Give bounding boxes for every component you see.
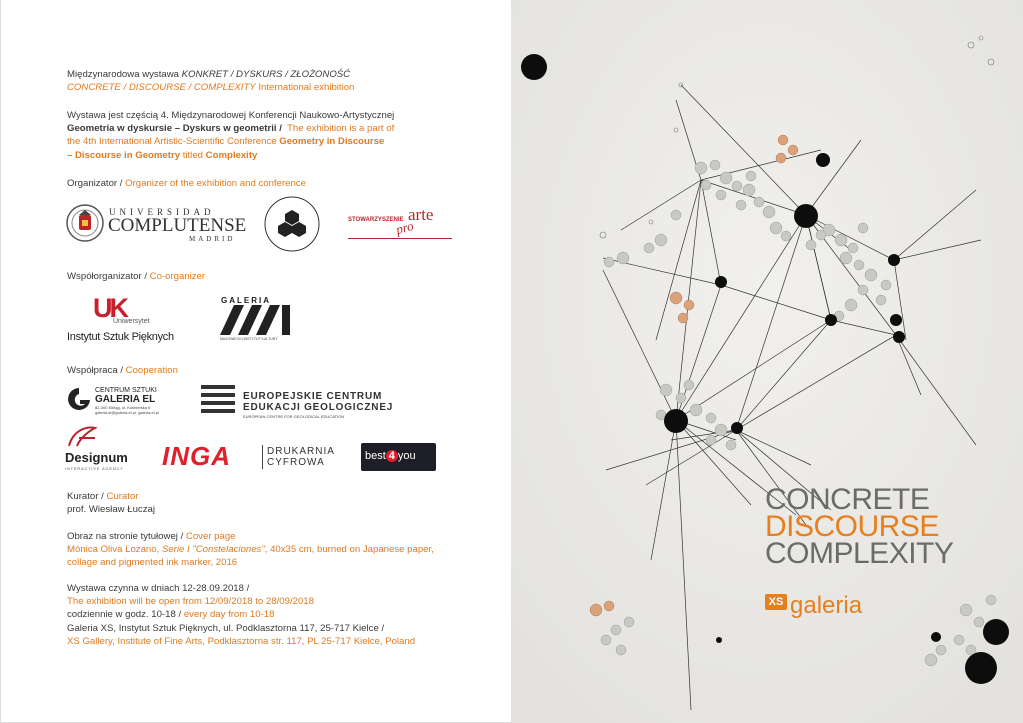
inga-logo: [162, 441, 335, 473]
inga-l1: DRUKARNIA: [267, 446, 335, 457]
conference-en-title1: Geometry in Discourse: [279, 136, 385, 148]
proarte-arte: arte: [408, 205, 434, 224]
cover-title-line1: CONCRETE: [765, 483, 930, 516]
organizer-label: Organizator / Organizer of the exhibition and conference: [67, 178, 306, 189]
conference-en2: the 4th International Artistic-Scientific Conference: [67, 136, 277, 148]
galeria-mik-mark-icon: [220, 305, 292, 335]
intro-block: [67, 68, 507, 94]
proarte-prefix: STOWARZYSZENIE: [348, 217, 404, 223]
ucm-logo: [65, 200, 245, 246]
curator-name: prof. Wiesław Łuczaj: [67, 504, 155, 516]
designum-logo: [65, 424, 145, 472]
curator-block: Kurator / Curator prof. Wiesław Łuczaj: [67, 490, 507, 516]
ucm-line3: MADRID: [189, 235, 236, 243]
conference-en-title3: Complexity: [205, 149, 258, 161]
designum-sub: INTERACTIVE AGENCY: [65, 466, 124, 471]
best4you-logo: [361, 443, 436, 471]
conference-en1: The exhibition is a part of: [287, 123, 395, 135]
galeria-mik-logo: [220, 296, 295, 346]
proarte-rule: [348, 238, 452, 239]
intro-en-title: CONCRETE / DISCOURSE / COMPLEXITY: [67, 82, 256, 94]
cooperation-label: Współpraca / Cooperation: [67, 365, 178, 376]
ujk-logo: [67, 293, 197, 345]
conference-en-title2: – Discourse in Geometry: [67, 149, 181, 161]
conference-block: [67, 109, 507, 162]
cover-title-line2: DISCOURSE: [765, 510, 939, 543]
galeria-mik-sub: MAZOWIECKI INSTYTUT KULTURY: [220, 337, 278, 341]
xs-galeria-word: galeria: [790, 592, 863, 619]
ecg-l2: EDUKACJI GEOLOGICZNEJ: [243, 402, 394, 413]
proarte-logo: [348, 205, 458, 241]
intro-en-suffix: International exhibition: [258, 82, 355, 94]
conference-pl: Wystawa jest częścią 4. Międzynarodowej Konferencji Naukowo-Artystycznej: [67, 110, 395, 121]
coorganizer-label: Współorganizator / Co-organizer: [67, 271, 206, 282]
ecg-l1: EUROPEJSKIE CENTRUM: [243, 391, 383, 402]
galeria-mik-title: GALERIA: [221, 296, 271, 305]
asp-logo: [263, 195, 321, 253]
designum-mark-icon: [65, 424, 101, 448]
ujk-inst: Instytut Sztuk Pięknych: [67, 331, 174, 343]
inga-divider: [262, 445, 263, 469]
intro-pl: Międzynarodowa wystawa: [67, 69, 179, 80]
xs-mark: XS: [765, 594, 787, 610]
info-panel: [0, 0, 511, 723]
ecg-l3: EUROPEAN CENTRE FOR GEOLOGICAL EDUCATION: [243, 414, 345, 419]
dates-block: Wystawa czynna w dniach 12-28.09.2018 / The exhibition will be open from 12/09/2018 to 28/09/2018 codziennie w godz. 10-18 / every day from 10-18 Galeria XS, Instytut Sztuk Pięknych, ul. Podklasztorna 117, 25-717 Kielce / XS Gallery, Institute of Fine Arts, Podklasztorna str. 117, PL 25-717 Kielce, Poland: [67, 583, 416, 647]
cover-title-line3: COMPLEXITY: [765, 537, 954, 570]
conference-pl-title: Geometria w dyskursie – Dyskurs w geometrii /: [67, 123, 282, 135]
ucm-line2: COMPLUTENSE: [108, 215, 247, 236]
galeria-el-l3: 82-300 Elbląg, ul. Kuśnierska 6: [95, 405, 151, 410]
galeria-el-l1: CENTRUM SZTUKI: [95, 387, 157, 394]
conference-titled: titled: [182, 149, 203, 161]
xs-galeria-logo: [765, 590, 895, 624]
ujk-mark: UK: [93, 293, 126, 323]
cover-panel: [511, 0, 1023, 723]
ucm-line1: UNIVERSIDAD: [109, 207, 215, 217]
galeria-el-l4: galeria.el@galeria-el.pl, galeria-el.pl: [95, 410, 159, 415]
ujk-uni: Uniwersytet: [113, 318, 150, 325]
inga-l2: CYFROWA: [267, 457, 325, 468]
designum-name: Designum: [65, 450, 128, 465]
galeria-el-mark-icon: [66, 386, 92, 414]
inga-name: INGA: [162, 441, 231, 471]
galeria-el-l2: GALERIA EL: [95, 394, 156, 405]
ecg-logo: [201, 383, 401, 419]
asp-seal-icon: [263, 195, 321, 253]
ecg-stripes-icon: [201, 383, 237, 419]
best4you-text: best 4 you: [365, 450, 416, 462]
ucm-seal-icon: [65, 200, 105, 246]
proarte-pro: pro: [394, 217, 416, 238]
galeria-el-logo: [66, 386, 176, 418]
cover-block: Obraz na stronie tytułowej / Cover page Mónica Oliva Lozano, Serie I "Constelaciones", 40x35 cm, burned on Japanese paper, collage and pigmented ink marker, 2016: [67, 531, 434, 569]
intro-pl-title: KONKRET / DYSKURS / ZŁOŻONOŚĆ: [181, 69, 351, 80]
